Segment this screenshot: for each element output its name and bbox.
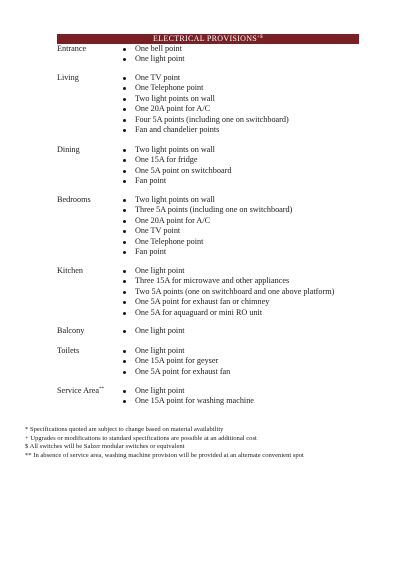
provision-item: One 20A point for A/C: [122, 216, 362, 226]
provision-item: One 5A for aquaguard or mini RO unit: [122, 308, 362, 318]
room-name: Dining: [57, 145, 80, 154]
provision-item: One 15A point for washing machine: [122, 396, 362, 406]
provision-item: One 20A point for A/C: [122, 104, 362, 114]
provision-item: Two 5A points (one on switchboard and one above platform): [122, 287, 362, 297]
provision-item: One light point: [122, 54, 362, 64]
provision-item: Two light points on wall: [122, 145, 362, 155]
room-name: Entrance: [57, 44, 87, 53]
provision-item: Three 5A points (including one on switchboard): [122, 205, 362, 215]
provision-item: Three 15A for microwave and other appliances: [122, 276, 362, 286]
section-title: ELECTRICAL PROVISIONS: [153, 34, 258, 43]
provision-item: One 5A point on switchboard: [122, 166, 362, 176]
provision-item: Fan and chandelier points: [122, 125, 362, 135]
provision-item: Two light points on wall: [122, 195, 362, 205]
footnote: * Specifications quoted are subject to change based on material availability: [25, 426, 224, 433]
provision-list: [122, 266, 362, 318]
provision-item: One bell point: [122, 44, 362, 54]
provision-list: [122, 326, 362, 336]
provision-item: One TV point: [122, 226, 362, 236]
provision-list: [122, 195, 362, 257]
provision-item: Two light points on wall: [122, 94, 362, 104]
footnotes: [25, 426, 395, 460]
provision-item: One 5A point for exhaust fan or chimney: [122, 297, 362, 307]
room-name: Service Area**: [57, 386, 105, 395]
room-name: Kitchen: [57, 266, 83, 275]
provision-item: One TV point: [122, 73, 362, 83]
room-name: Living: [57, 73, 79, 82]
section-header: [57, 34, 359, 44]
provision-list: [122, 44, 362, 65]
room-name: Balcony: [57, 326, 85, 335]
provision-item: One light point: [122, 326, 362, 336]
provision-item: One 15A for fridge: [122, 155, 362, 165]
footnote: ** In absence of service area, washing machine provision will be provided at an alternate convenient spot: [25, 451, 304, 459]
room-footnote-mark: **: [99, 387, 105, 392]
provision-item: One light point: [122, 266, 362, 276]
provision-item: Fan point: [122, 176, 362, 186]
section-title-mark: +$: [257, 35, 263, 40]
room-name: Toilets: [57, 346, 80, 355]
provision-item: One 5A point for exhaust fan: [122, 367, 362, 377]
provision-item: Four 5A points (including one on switchboard): [122, 115, 362, 125]
provision-item: One light point: [122, 386, 362, 396]
provision-item: One light point: [122, 346, 362, 356]
provision-item: One Telephone point: [122, 237, 362, 247]
provision-list: [122, 145, 362, 187]
footnote: + Upgrades or modifications to standard specifications are possible at an additional cost: [25, 434, 257, 442]
provision-list: [122, 73, 362, 135]
provision-list: [122, 386, 362, 407]
provision-list: [122, 346, 362, 377]
provision-item: Fan point: [122, 247, 362, 257]
provision-item: One 15A point for geyser: [122, 356, 362, 366]
room-name: Bedrooms: [57, 195, 91, 204]
footnote: $ All switches will be Salzer modular switches or equivalent: [25, 443, 185, 450]
provision-item: One Telephone point: [122, 83, 362, 93]
